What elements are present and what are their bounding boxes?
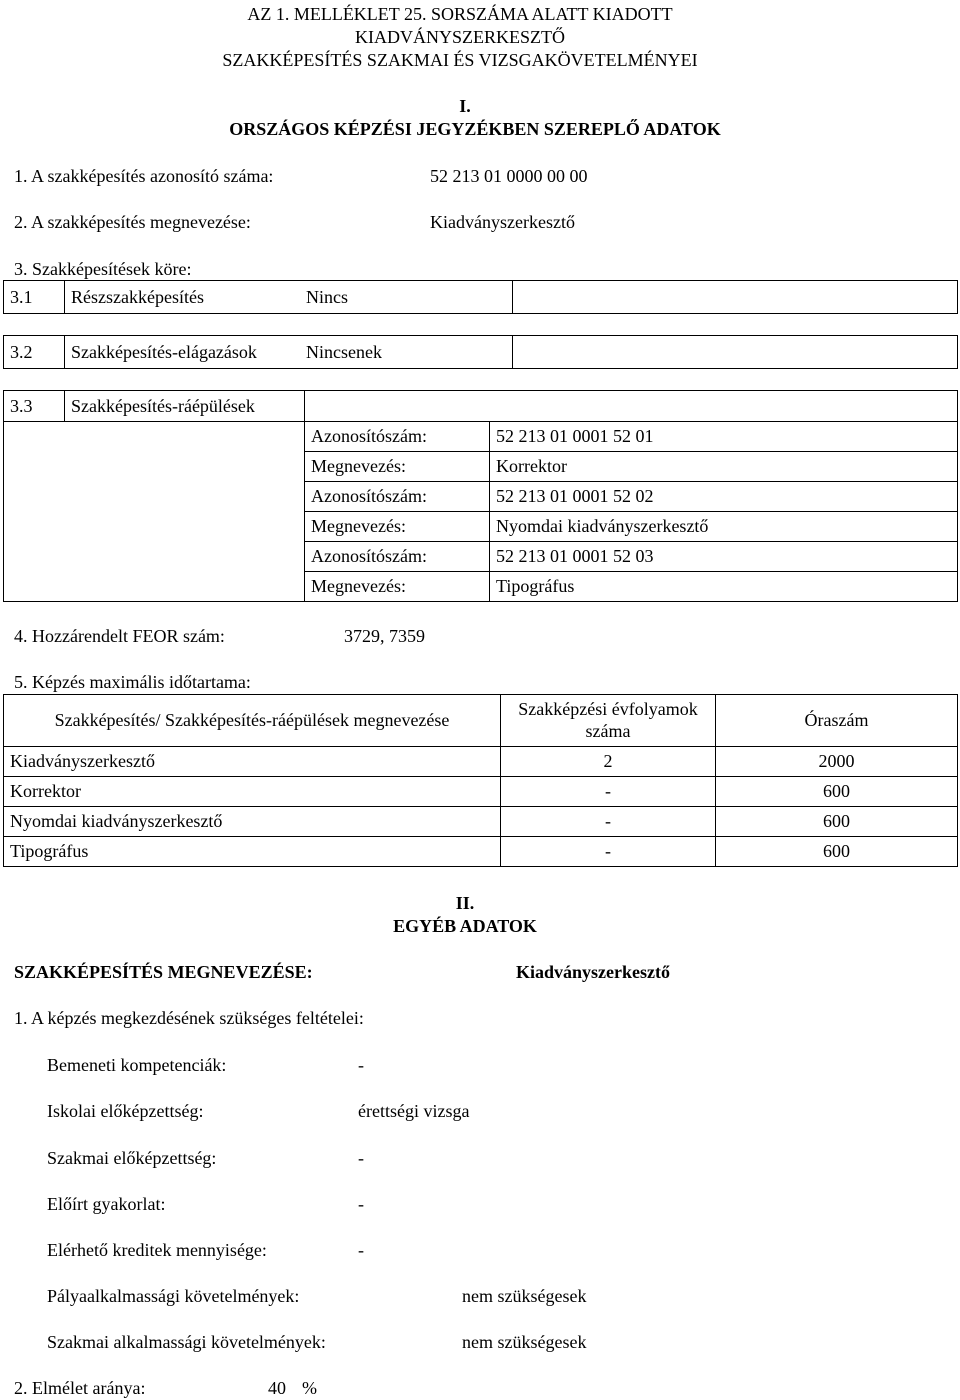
table-3-1-value: Nincs [300, 281, 513, 314]
row-value: Korrektor [490, 452, 958, 482]
table-3-2-label: Szakképesítés-elágazások [65, 336, 301, 369]
prereq-value: nem szükségesek [462, 1332, 587, 1352]
duration-years: - [501, 807, 716, 837]
prereq-value: - [358, 1194, 364, 1214]
section-2-title: EGYÉB ADATOK [393, 916, 537, 936]
prereq-key: Szakmai alkalmassági követelmények: [47, 1332, 326, 1352]
table-3-1-num: 3.1 [4, 281, 65, 314]
duration-table [3, 694, 958, 867]
duration-years: - [501, 837, 716, 867]
duration-hours: 2000 [716, 747, 958, 777]
table-3-2-empty [513, 336, 958, 369]
table-3-3-label: Szakképesítés-ráépülések [65, 391, 305, 422]
duration-header-years-line1: Szakképzési évfolyamok [518, 698, 698, 719]
prereq-key: Szakmai előképzettség: [47, 1148, 217, 1168]
item-1-value: 52 213 01 0000 00 00 [430, 166, 588, 186]
row-key: Megnevezés: [305, 572, 490, 602]
table-row [4, 422, 958, 452]
theory-value: 40 [268, 1378, 286, 1398]
duration-hours: 600 [716, 807, 958, 837]
row-value: Tipográfus [490, 572, 958, 602]
table-3-2 [3, 335, 958, 369]
prereq-key: Elérhető kreditek mennyisége: [47, 1240, 267, 1260]
table-3-3 [3, 390, 958, 602]
table-3-3-num: 3.3 [4, 391, 65, 422]
duration-hours: 600 [716, 837, 958, 867]
row-value: 52 213 01 0001 52 01 [490, 422, 958, 452]
prereq-value: - [358, 1148, 364, 1168]
header-line-2: KIADVÁNYSZERKESZTŐ [355, 27, 565, 47]
table-3-1 [3, 280, 958, 314]
prereq-key: Iskolai előképzettség: [47, 1101, 204, 1121]
row-key: Megnevezés: [305, 512, 490, 542]
duration-name: Korrektor [4, 777, 501, 807]
feor-value: 3729, 7359 [344, 626, 425, 646]
table-3-1-label: Részszakképesítés [65, 281, 301, 314]
row-key: Azonosítószám: [305, 542, 490, 572]
row-value: 52 213 01 0001 52 02 [490, 482, 958, 512]
duration-name: Tipográfus [4, 837, 501, 867]
table-row [4, 747, 958, 777]
prereq-key: Bemeneti kompetenciák: [47, 1055, 227, 1075]
theory-label: 2. Elmélet aránya: [14, 1378, 146, 1398]
prereq-key: Pályaalkalmassági követelmények: [47, 1286, 300, 1306]
row-key: Azonosítószám: [305, 482, 490, 512]
duration-header-years-line2: száma [585, 720, 631, 741]
prereq-value: nem szükségesek [462, 1286, 587, 1306]
table-row [4, 807, 958, 837]
section-1-roman: I. [459, 96, 471, 116]
prereq-key: Előírt gyakorlat: [47, 1194, 166, 1214]
section-1-title: ORSZÁGOS KÉPZÉSI JEGYZÉKBEN SZEREPLŐ ADATOK [229, 119, 721, 139]
row-key: Megnevezés: [305, 452, 490, 482]
table-3-3-blank [305, 391, 958, 422]
item-1-label: 1. A szakképesítés azonosító száma: [14, 166, 274, 186]
row-value: Nyomdai kiadványszerkesztő [490, 512, 958, 542]
duration-label: 5. Képzés maximális időtartama: [14, 672, 251, 692]
prereq-value: érettségi vizsga [358, 1101, 470, 1121]
prereq-title: 1. A képzés megkezdésének szükséges feltételei: [14, 1008, 364, 1028]
duration-name: Nyomdai kiadványszerkesztő [4, 807, 501, 837]
row-value: 52 213 01 0001 52 03 [490, 542, 958, 572]
prereq-value: - [358, 1055, 364, 1075]
feor-label: 4. Hozzárendelt FEOR szám: [14, 626, 225, 646]
table-row [4, 837, 958, 867]
theory-unit: % [302, 1378, 317, 1398]
table-3-1-empty [513, 281, 958, 314]
table-3-2-num: 3.2 [4, 336, 65, 369]
duration-name: Kiadványszerkesztő [4, 747, 501, 777]
table-3-3-left-empty [4, 422, 305, 602]
duration-years: - [501, 777, 716, 807]
header-line-1: AZ 1. MELLÉKLET 25. SORSZÁMA ALATT KIADOTT [247, 4, 673, 24]
header-line-3: SZAKKÉPESÍTÉS SZAKMAI ÉS VIZSGAKÖVETELMÉNYEI [222, 50, 698, 70]
prereq-value: - [358, 1240, 364, 1260]
duration-hours: 600 [716, 777, 958, 807]
section-2-roman: II. [455, 893, 475, 913]
row-key: Azonosítószám: [305, 422, 490, 452]
duration-header-hours: Óraszám [716, 695, 958, 747]
qualification-name-label: SZAKKÉPESÍTÉS MEGNEVEZÉSE: [14, 962, 313, 982]
duration-header-row [4, 695, 958, 747]
duration-header-name: Szakképesítés/ Szakképesítés-ráépülések megnevezése [4, 695, 501, 747]
item-2-label: 2. A szakképesítés megnevezése: [14, 212, 251, 232]
duration-header-years [501, 695, 716, 747]
qualification-name-value: Kiadványszerkesztő [516, 962, 670, 982]
table-row [4, 777, 958, 807]
item-2-value: Kiadványszerkesztő [430, 212, 575, 232]
duration-years: 2 [501, 747, 716, 777]
item-3-label: 3. Szakképesítések köre: [14, 259, 192, 279]
table-3-2-value: Nincsenek [300, 336, 513, 369]
